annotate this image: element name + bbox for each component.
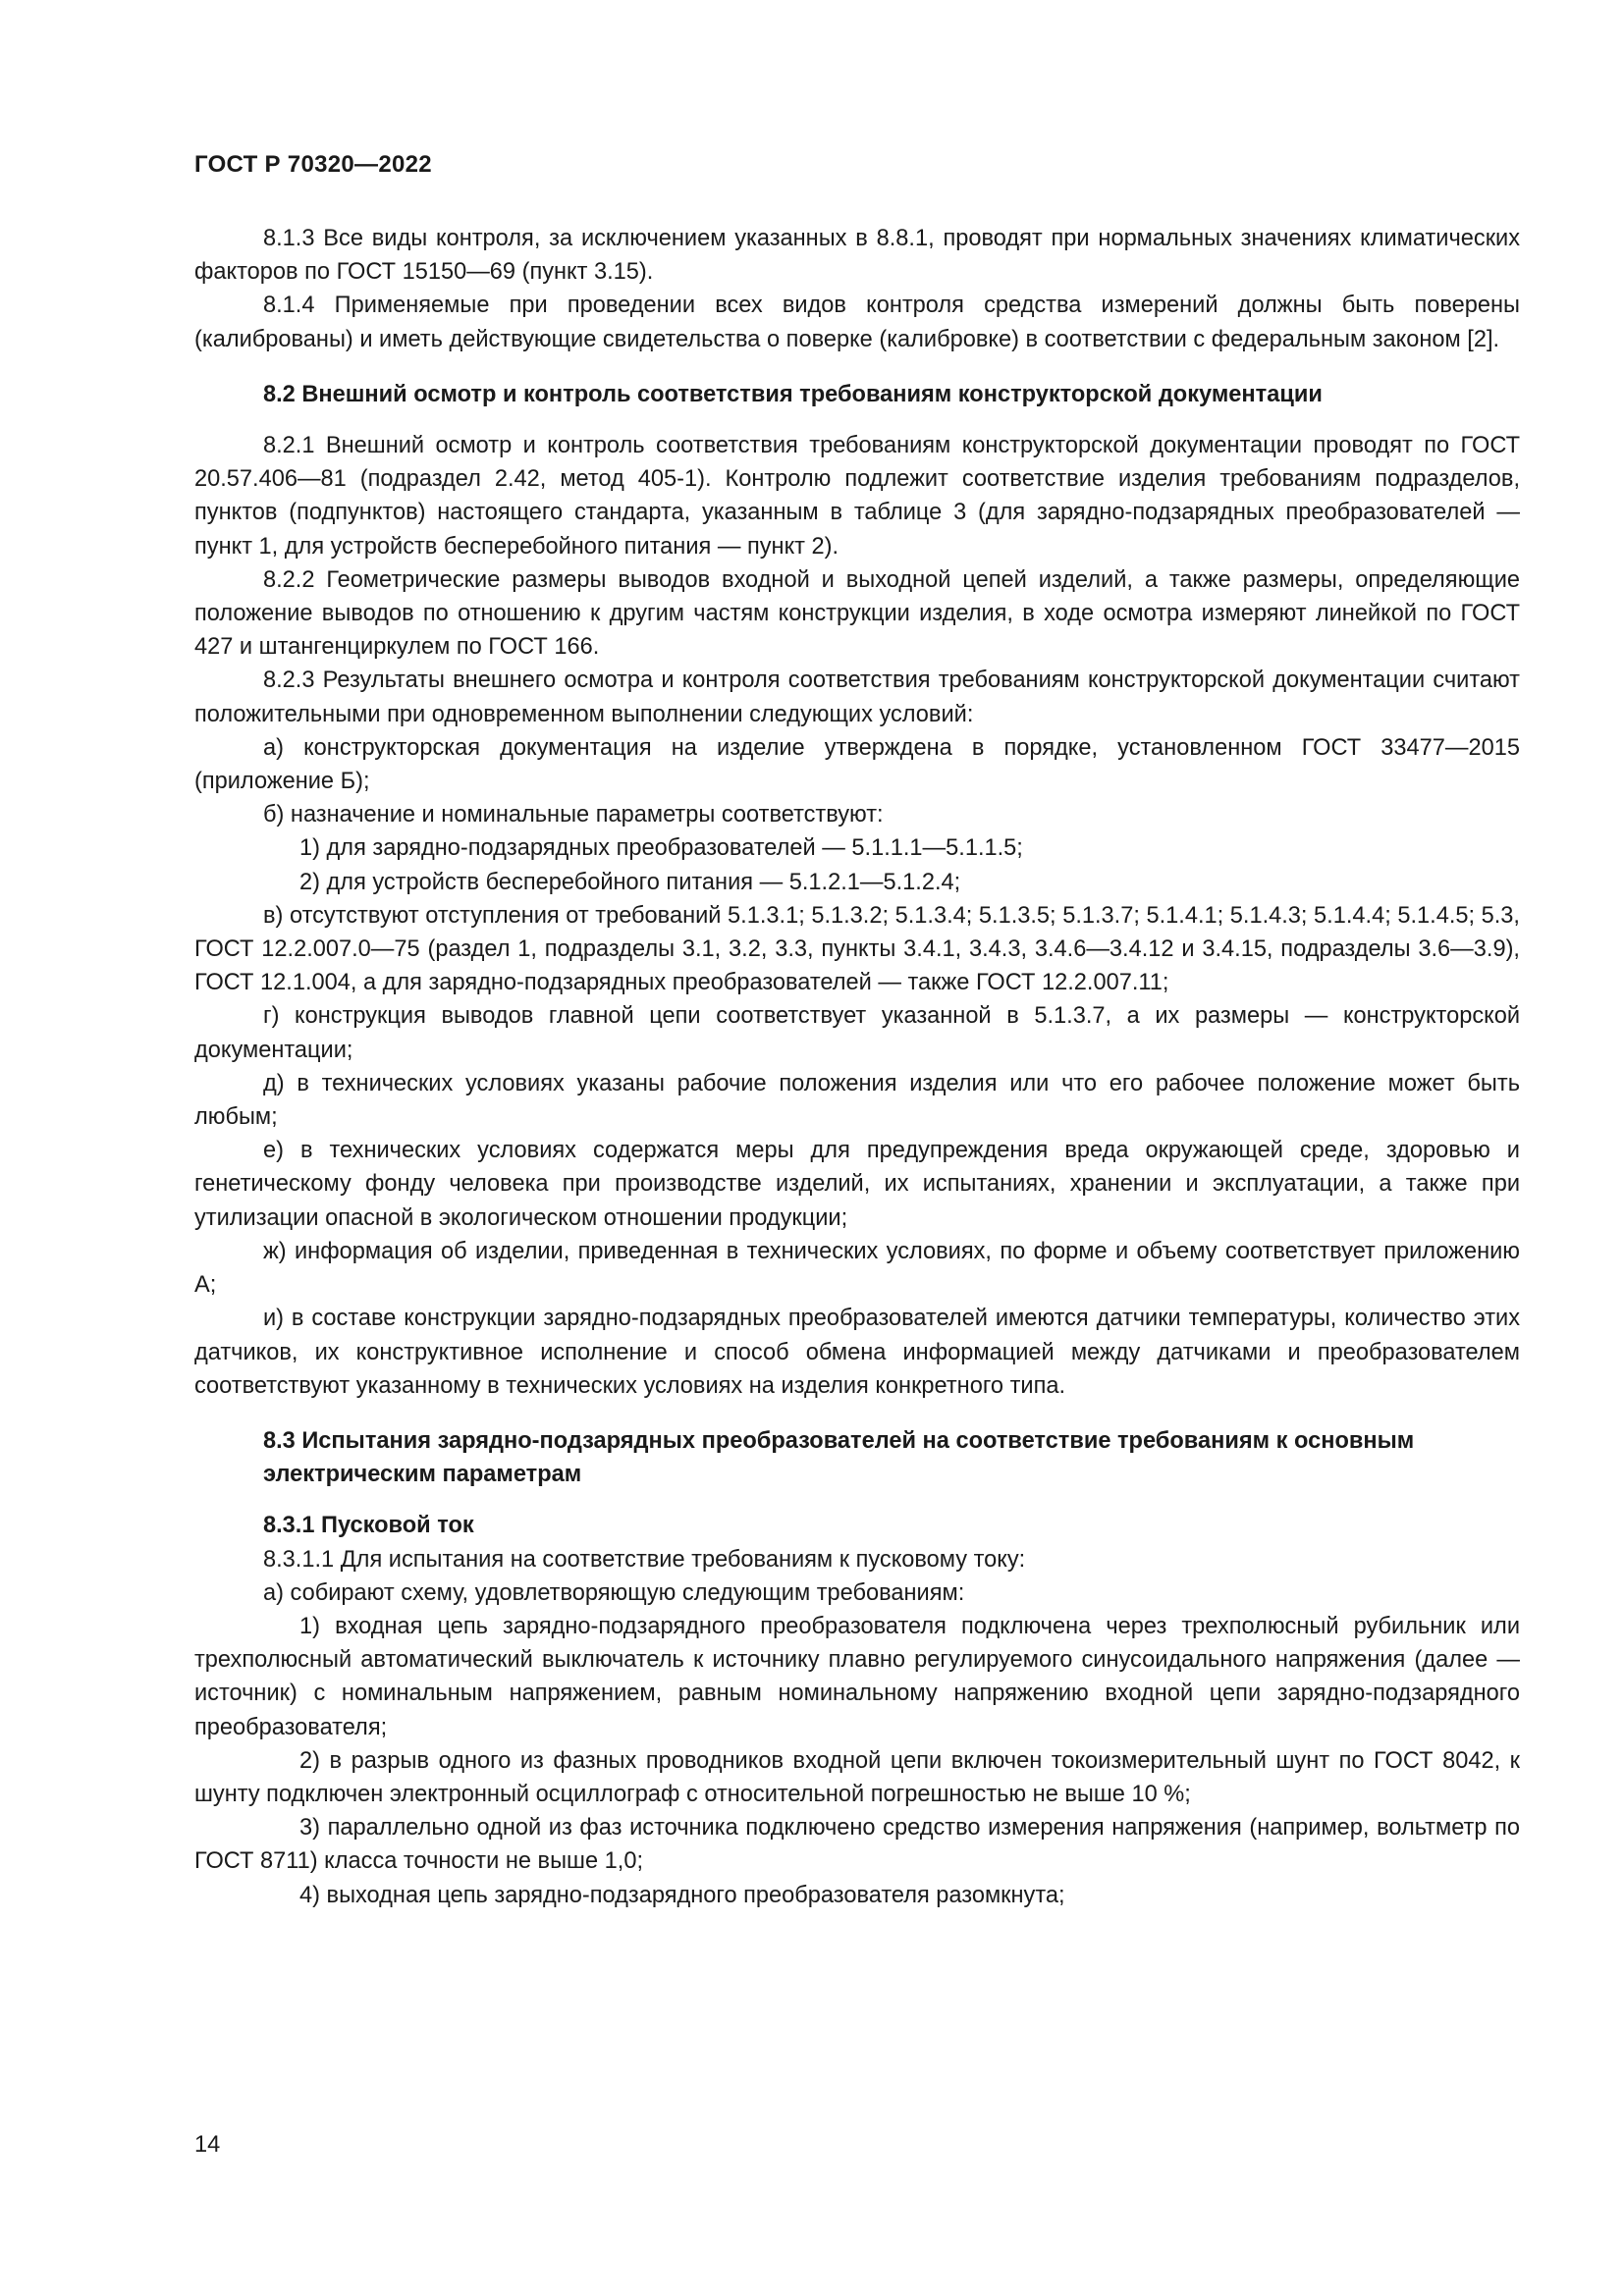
list-item-3a-4: 4) выходная цепь зарядно-подзарядного преобразователя разомкнута;: [299, 1882, 1065, 1908]
section-heading-8-2: 8.2 Внешний осмотр и контроль соответствия требованиям конструкторской документации: [263, 381, 1323, 407]
list-item-e: е) в технических условиях содержатся меры для предупреждения вреда окружающей среде, здоровью и генетическому фонду человека при производстве изделий, их испытаниях, хранении и эксплуатации, а также при утилизации опасной в экологическом отношении продукции;: [194, 1138, 1520, 1231]
section-heading-8-3: 8.3 Испытания зарядно-подзарядных преобразователей на соответствие требованиям к основным электрическим параметрам: [263, 1427, 1415, 1488]
paragraph-8-3-1-1: 8.3.1.1 Для испытания на соответствие требованиям к пусковому току:: [263, 1546, 1026, 1573]
list-item-b: б) назначение и номинальные параметры соответствуют:: [263, 802, 884, 828]
list-item-a: а) конструкторская документация на изделие утверждена в порядке, установленном ГОСТ 33477—2015 (приложение Б);: [194, 734, 1520, 795]
list-item-g: г) конструкция выводов главной цепи соответствует указанной в 5.1.3.7, а их размеры — конструкторской документации;: [194, 1003, 1520, 1063]
list-item-zh: ж) информация об изделии, приведенная в технических условиях, по форме и объему соответствует приложению А;: [194, 1238, 1520, 1299]
list-item-3a-3: 3) параллельно одной из фаз источника подключено средство измерения напряжения (например, вольтметр по ГОСТ 8711) класса точности не выше 1,0;: [194, 1815, 1520, 1875]
subsection-heading-8-3-1: 8.3.1 Пусковой ток: [263, 1513, 474, 1539]
list-item-i: и) в составе конструкции зарядно-подзарядных преобразователей имеются датчики температуры, количество этих датчиков, их конструктивное исполнение и способ обмена информацией между датчиками и преобразователем соответствуют указанному в технических условиях на изделия конкретного типа.: [194, 1306, 1520, 1399]
paragraph-8-2-3: 8.2.3 Результаты внешнего осмотра и контроля соответствия требованиям конструкторской документации считают положительными при одновременном выполнении следующих условий:: [194, 667, 1520, 727]
list-item-b-2: 2) для устройств бесперебойного питания — 5.1.2.1—5.1.2.4;: [299, 869, 961, 895]
page-number: 14: [194, 2132, 221, 2158]
paragraph-8-2-1: 8.2.1 Внешний осмотр и контроль соответствия требованиям конструкторской документации проводят по ГОСТ 20.57.406—81 (подраздел 2.42, метод 405-1). Контролю подлежит соответствие изделия требованиям подразделов, пунктов (подпунктов) настоящего стандарта, указанным в таблице 3 (для зарядно-подзарядных преобразователей — пункт 1, для устройств бесперебойного питания — пункт 2).: [194, 433, 1520, 560]
paragraph-8-1-3: 8.1.3 Все виды контроля, за исключением указанных в 8.8.1, проводят при нормальных значениях климатических факторов по ГОСТ 15150—69 (пункт 3.15).: [194, 226, 1520, 286]
document-header: ГОСТ Р 70320—2022: [194, 151, 432, 178]
paragraph-8-1-4: 8.1.4 Применяемые при проведении всех видов контроля средства измерений должны быть поверены (калиброваны) и иметь действующие свидетельства о поверке (калибровке) в соответствии с федеральным законом [2].: [194, 293, 1520, 352]
paragraph-8-2-2: 8.2.2 Геометрические размеры выводов входной и выходной цепей изделий, а также размеры, определяющие положение выводов по отношению к другим частям конструкции изделия, в ходе осмотра измеряют линейкой по ГОСТ 427 и штангенциркулем по ГОСТ 166.: [194, 566, 1520, 661]
list-item-3a-2: 2) в разрыв одного из фазных проводников входной цепи включен токоизмерительный шунт по ГОСТ 8042, к шунту подключен электронный осциллограф с относительной погрешностью не выше 10 %;: [194, 1747, 1520, 1807]
document-body: [194, 222, 1520, 1912]
list-item-d: д) в технических условиях указаны рабочие положения изделия или что его рабочее положение может быть любым;: [194, 1070, 1520, 1131]
list-item-3a-1: 1) входная цепь зарядно-подзарядного преобразователя подключена через трехполюсный рубильник или трехполюсный автоматический выключатель к источнику плавно регулируемого синусоидального напряжения (далее — источник) с номинальным напряжением, равным номинальному напряжению входной цепи зарядно-подзарядного преобразователя;: [194, 1613, 1520, 1740]
list-item-b-1: 1) для зарядно-подзарядных преобразователей — 5.1.1.1—5.1.1.5;: [299, 835, 1023, 862]
list-item-v: в) отсутствуют отступления от требований 5.1.3.1; 5.1.3.2; 5.1.3.4; 5.1.3.5; 5.1.3.7; 5.1.4.1; 5.1.4.3; 5.1.4.4; 5.1.4.5; 5.3, ГОСТ 12.2.007.0—75 (раздел 1, подразделы 3.1, 3.2, 3.3, пункты 3.4.1, 3.4.3, 3.4.6—3.4.12 и 3.4.15, подразделы 3.6—3.9), ГОСТ 12.1.004, а для зарядно-подзарядных преобразователей — также ГОСТ 12.2.007.11;: [194, 902, 1520, 996]
list-item-3a: а) собирают схему, удовлетворяющую следующим требованиям:: [263, 1579, 965, 1606]
